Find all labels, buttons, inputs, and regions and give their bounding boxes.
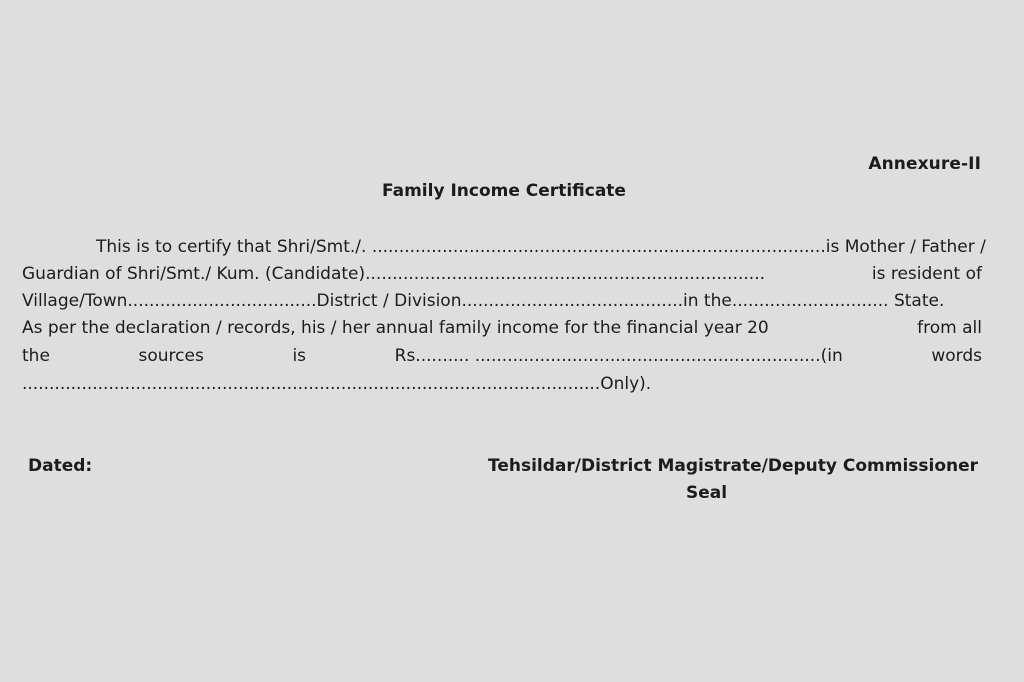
body-line-1-text: This is to certify that Shri/Smt./. ....................................................................................is Mother / Father /	[96, 237, 986, 257]
body-line-2-end: is resident of	[871, 264, 982, 284]
body-line-5-word-2: sources	[138, 346, 204, 366]
body-line-2	[22, 262, 982, 286]
body-line-3-text: Village/Town...................................District / Division.........................................in the............................. State.	[22, 291, 945, 311]
body-line-5-word-5: words	[931, 346, 982, 366]
body-line-6	[22, 372, 982, 396]
signing-authority: Tehsildar/District Magistrate/Deputy Commissioner	[488, 456, 979, 476]
seal-label: Seal	[686, 483, 728, 503]
body-line-5-word-1: the	[22, 346, 50, 366]
body-line-2-text: Guardian of Shri/Smt./ Kum. (Candidate)..........................................................................	[22, 264, 766, 284]
body-line-5-word-4: Rs.......... ................................................................(in	[394, 346, 843, 366]
body-line-4-end: from all	[917, 318, 982, 338]
annexure-label: Annexure-II	[868, 154, 981, 174]
body-line-3	[22, 289, 982, 313]
body-line-1	[96, 235, 986, 259]
body-line-5-word-3: is	[292, 346, 307, 366]
body-line-4-text: As per the declaration / records, his / her annual family income for the financial year 20	[22, 318, 769, 338]
certificate-title: Family Income Certificate	[382, 181, 626, 201]
dated-label: Dated:	[28, 456, 93, 476]
body-line-5	[22, 344, 982, 368]
body-line-4	[22, 316, 982, 340]
body-line-6-text: ...........................................................................................................Only).	[22, 374, 652, 394]
